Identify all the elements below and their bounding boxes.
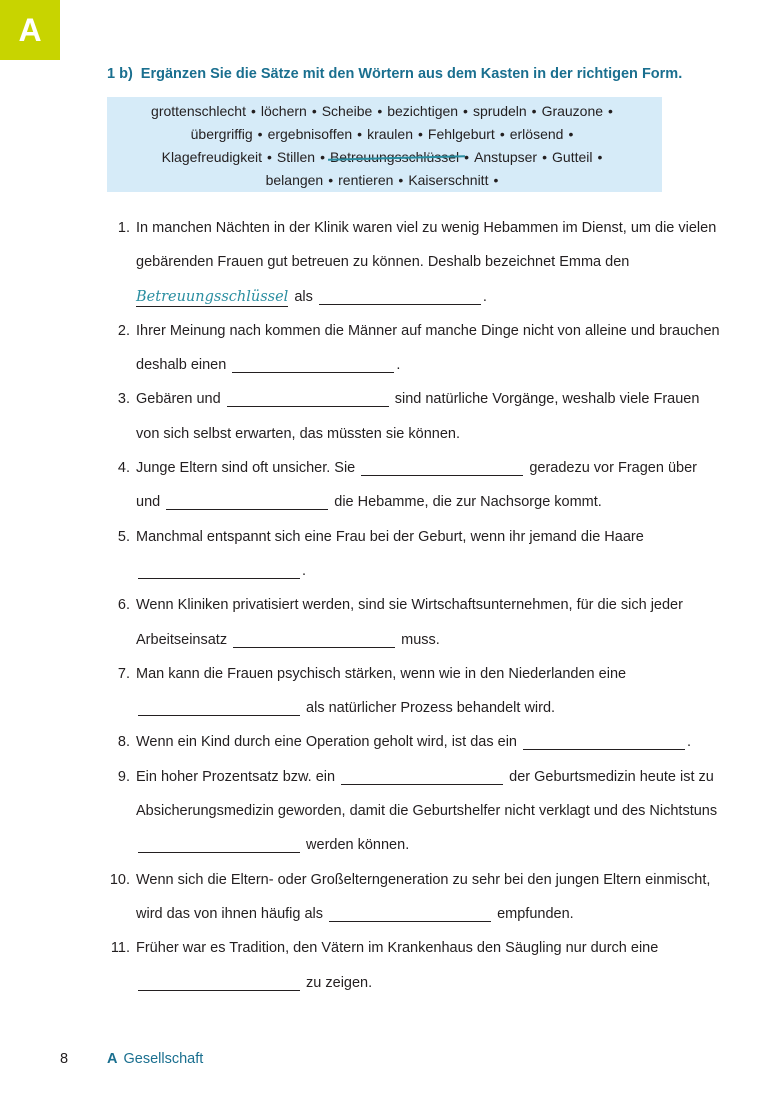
exercise-text: Gebären und	[136, 391, 221, 408]
exercise-number: 11.	[110, 940, 130, 957]
word-separator: •	[568, 126, 574, 142]
chapter-tab: A	[0, 0, 60, 60]
exercise-text: als natürlicher Prozess behandelt wird.	[306, 700, 556, 717]
word-separator: •	[357, 126, 363, 142]
exercise-text: .	[396, 357, 401, 374]
exercise-text: Manchmal entspannt sich eine Frau bei der Geburt, wenn ihr jemand die Haare	[136, 528, 644, 545]
word-separator: •	[499, 126, 505, 142]
word-box-word: erlösend	[509, 126, 564, 142]
exercise-item	[100, 314, 720, 383]
word-box-word: belangen	[265, 172, 324, 188]
exercise-text: Junge Eltern sind oft unsicher. Sie	[136, 460, 356, 477]
word-box-word: ergebnisoffen	[267, 126, 353, 142]
chapter-label	[107, 1051, 203, 1067]
word-separator: •	[608, 103, 613, 119]
word-separator: •	[311, 103, 317, 119]
answer-blank[interactable]	[233, 627, 395, 648]
answer-blank[interactable]	[138, 695, 300, 716]
exercise-number: 6.	[117, 597, 130, 614]
exercise-item	[100, 451, 720, 520]
word-box-word: Anstupser	[474, 149, 538, 165]
word-box-word: kraulen	[367, 126, 413, 142]
word-separator: •	[531, 103, 537, 119]
task-instruction-text: Ergänzen Sie die Sätze mit den Wörtern aus dem Kasten in der richtigen Form.	[140, 66, 683, 82]
exercise-item	[100, 725, 720, 759]
answer-blank[interactable]	[361, 455, 523, 476]
word-box	[107, 97, 662, 192]
exercise-item	[100, 863, 720, 932]
exercise-number: 7.	[117, 665, 130, 682]
word-box-line	[115, 146, 654, 169]
page-number: 8	[60, 1051, 69, 1067]
exercise-text: geradezu vor Fragen über und	[136, 460, 697, 511]
exercise-text: Früher war es Tradition, den Vätern im Krankenhaus den Säugling nur durch eine	[136, 940, 659, 957]
exercise-text: muss.	[401, 631, 440, 648]
answer-blank[interactable]	[232, 352, 394, 373]
exercise-item	[100, 657, 720, 726]
exercise-text: zu zeigen.	[306, 974, 373, 991]
exercise-item	[100, 588, 720, 657]
answer-blank[interactable]	[166, 489, 328, 510]
word-box-word: löchern	[260, 103, 307, 119]
word-box-word: Scheibe	[321, 103, 373, 119]
exercise-list	[100, 211, 720, 1000]
exercise-text: die Hebamme, die zur Nachsorge kommt.	[334, 494, 602, 511]
exercise-text: .	[687, 734, 692, 751]
exercise-text: Wenn sich die Eltern- oder Großelterngeneration zu sehr bei den jungen Eltern einmischt, wird das von ihnen häufig als	[136, 871, 711, 922]
exercise-text: Ein hoher Prozentsatz bzw. ein	[136, 768, 336, 785]
word-box-word: Kaiserschnitt	[408, 172, 489, 188]
answer-blank[interactable]	[329, 901, 491, 922]
exercise-number: 5.	[117, 528, 130, 545]
word-box-line	[115, 123, 654, 146]
exercise-number: 4.	[117, 460, 130, 477]
word-box-line	[115, 169, 654, 192]
exercise-text: .	[302, 562, 307, 579]
chapter-title: Gesellschaft	[123, 1051, 204, 1067]
word-box-word: Klagefreudigkeit	[161, 149, 263, 165]
word-separator: •	[542, 149, 548, 165]
word-separator: •	[257, 126, 263, 142]
exercise-number: 8.	[117, 734, 130, 751]
exercise-item	[100, 211, 720, 314]
answer-blank[interactable]	[227, 386, 389, 407]
word-separator: •	[493, 172, 499, 188]
word-box-word: Fehlgeburt	[427, 126, 495, 142]
word-box-line	[115, 100, 654, 123]
exercise-text: .	[482, 288, 487, 305]
exercise-item	[100, 760, 720, 863]
word-separator: •	[328, 172, 334, 188]
exercise-item	[100, 931, 720, 1000]
exercise-text: Ihrer Meinung nach kommen die Männer auf manche Dinge nicht von alleine und brauchen deshalb einen	[136, 322, 720, 374]
exercise-number: 10.	[109, 871, 130, 888]
exercise-number: 9.	[117, 768, 130, 785]
exercise-text: In manchen Nächten in der Klinik waren viel zu wenig Hebammen im Dienst, um die vielen gebärenden Frauen gut betreuen zu können. Deshalb bezeichnet Emma den	[136, 220, 717, 271]
exercise-number: 3.	[117, 391, 130, 408]
exercise-text: Wenn ein Kind durch eine Operation geholt wird, ist das ein	[136, 734, 517, 751]
word-box-word: rentieren	[338, 172, 394, 188]
answer-blank[interactable]	[523, 729, 685, 750]
exercise-text: Man kann die Frauen psychisch stärken, wenn wie in den Niederlanden eine	[136, 665, 627, 682]
chapter-letter: A	[107, 1051, 118, 1067]
exercise-text: sind natürliche Vorgänge, weshalb viele Frauen von sich selbst erwarten, das müssten sie können.	[136, 391, 700, 442]
word-box-word: grottenschlecht	[151, 103, 246, 119]
answer-blank[interactable]	[319, 284, 481, 305]
word-separator: •	[597, 149, 603, 165]
word-box-word: Grauzone	[541, 103, 604, 119]
word-box-word: Gutteil	[552, 149, 593, 165]
exercise-text: werden können.	[306, 837, 410, 854]
exercise-text: Wenn Kliniken privatisiert werden, sind sie Wirtschaftsunternehmen, für die sich jeder Arbeitseinsatz	[136, 597, 683, 648]
word-box-word: sprudeln	[472, 103, 527, 119]
word-separator: •	[464, 149, 470, 165]
word-separator: •	[377, 103, 383, 119]
exercise-text: empfunden.	[497, 905, 574, 922]
answer-blank[interactable]	[138, 558, 300, 579]
word-box-word: Stillen	[276, 149, 316, 165]
exercise-text: der Geburtsmedizin heute ist zu Absicherungsmedizin geworden, damit die Geburtshelfer nicht verklagt und des Nichtstuns	[136, 768, 718, 820]
exercise-item	[100, 520, 720, 589]
exercise-item	[100, 382, 720, 451]
task-instruction	[107, 66, 747, 82]
word-separator: •	[267, 149, 272, 165]
task-number: 1 b)	[107, 66, 133, 82]
exercise-number: 2.	[117, 322, 130, 339]
word-separator: •	[250, 103, 256, 119]
word-separator: •	[320, 149, 325, 165]
word-separator: •	[417, 126, 423, 142]
filled-answer: Betreuungsschlüssel	[136, 288, 289, 305]
word-box-word: übergriffig	[190, 126, 253, 142]
exercise-number: 1.	[117, 220, 130, 236]
answer-blank[interactable]	[341, 764, 503, 785]
word-box-word: bezichtigen	[387, 103, 459, 119]
exercise-text: als	[294, 288, 313, 305]
word-separator: •	[463, 103, 468, 119]
answer-blank[interactable]	[138, 970, 300, 991]
answer-blank[interactable]	[138, 832, 300, 853]
word-separator: •	[398, 172, 404, 188]
word-box-word-struck: Betreuungsschlüssel	[329, 149, 460, 165]
